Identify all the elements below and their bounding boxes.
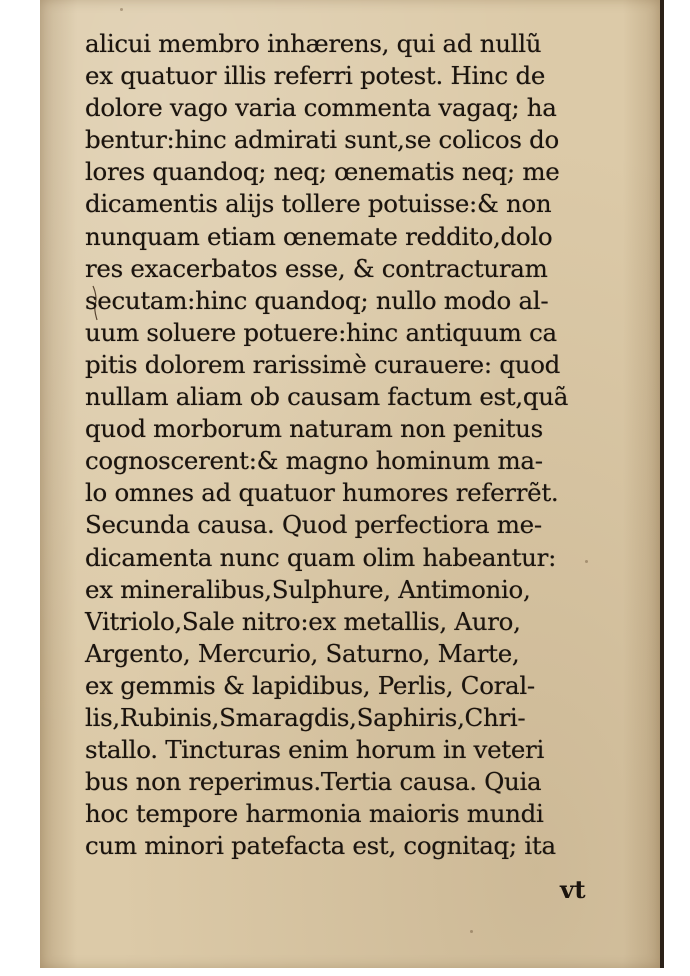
text-line-13: quod morborum naturam non penitus [85,414,543,444]
text-line-9: secutam:hinc quandoq; nullo modo al- [85,285,549,315]
text-line-21: ex gemmis & lapidibus, Perlis, Coral- [85,670,535,700]
text-line-3: dolore vago varia commenta vagaq; ha [85,93,557,123]
text-line-17: dicamenta nunc quam olim habeantur: [85,542,557,572]
text-line-23: stallo. Tincturas enim horum in veteri [85,735,544,765]
text-line-14: cognoscerent:& magno hominum ma- [85,446,543,476]
page-text [85,28,610,862]
text-line-24: bus non reperimus.Tertia causa. Quia [85,767,542,797]
text-line-1: alicui membro inhærens, qui ad nullũ [85,29,542,58]
text-line-6: dicamentis alijs tollere potuisse:& non [85,189,552,219]
text-line-12: nullam aliam ob causam factum est,quã [85,382,569,412]
text-line-5: lores quandoq; neq; œnematis neq; me [85,157,560,187]
text-line-19: Vitriolo,Sale nitro:ex metallis, Auro, [85,606,521,636]
text-line-2: ex quatuor illis referri potest. Hinc de [85,61,546,91]
catchword: vt [560,875,586,904]
text-line-20: Argento, Mercurio, Saturno, Marte, [85,638,520,668]
paper-speck [120,8,123,11]
text-line-10: uum soluere potuere:hinc antiquum ca [85,317,557,347]
text-line-26: cum minori patefacta est, cognitaq; ita [85,831,556,861]
text-line-15: lo omnes ad quatuor humores referrẽt. [85,478,559,508]
paper-speck [470,930,473,933]
text-line-4: bentur:hinc admirati sunt,se colicos do [85,125,559,155]
text-line-11: pitis dolorem rarissimè curauere: quod [85,349,561,379]
page-edge-shadow [660,0,664,968]
text-line-25: hoc tempore harmonia maioris mundi [85,799,544,829]
text-line-16: Secunda causa. Quod perfectiora me- [85,510,542,540]
text-line-8: res exacerbatos esse, & contracturam [85,253,548,283]
text-line-18: ex mineralibus,Sulphure, Antimonio, [85,574,531,604]
text-line-7: nunquam etiam œnemate reddito,dolo [85,221,553,251]
text-line-22: lis,Rubinis,Smaragdis,Saphiris,Chri- [85,702,526,732]
